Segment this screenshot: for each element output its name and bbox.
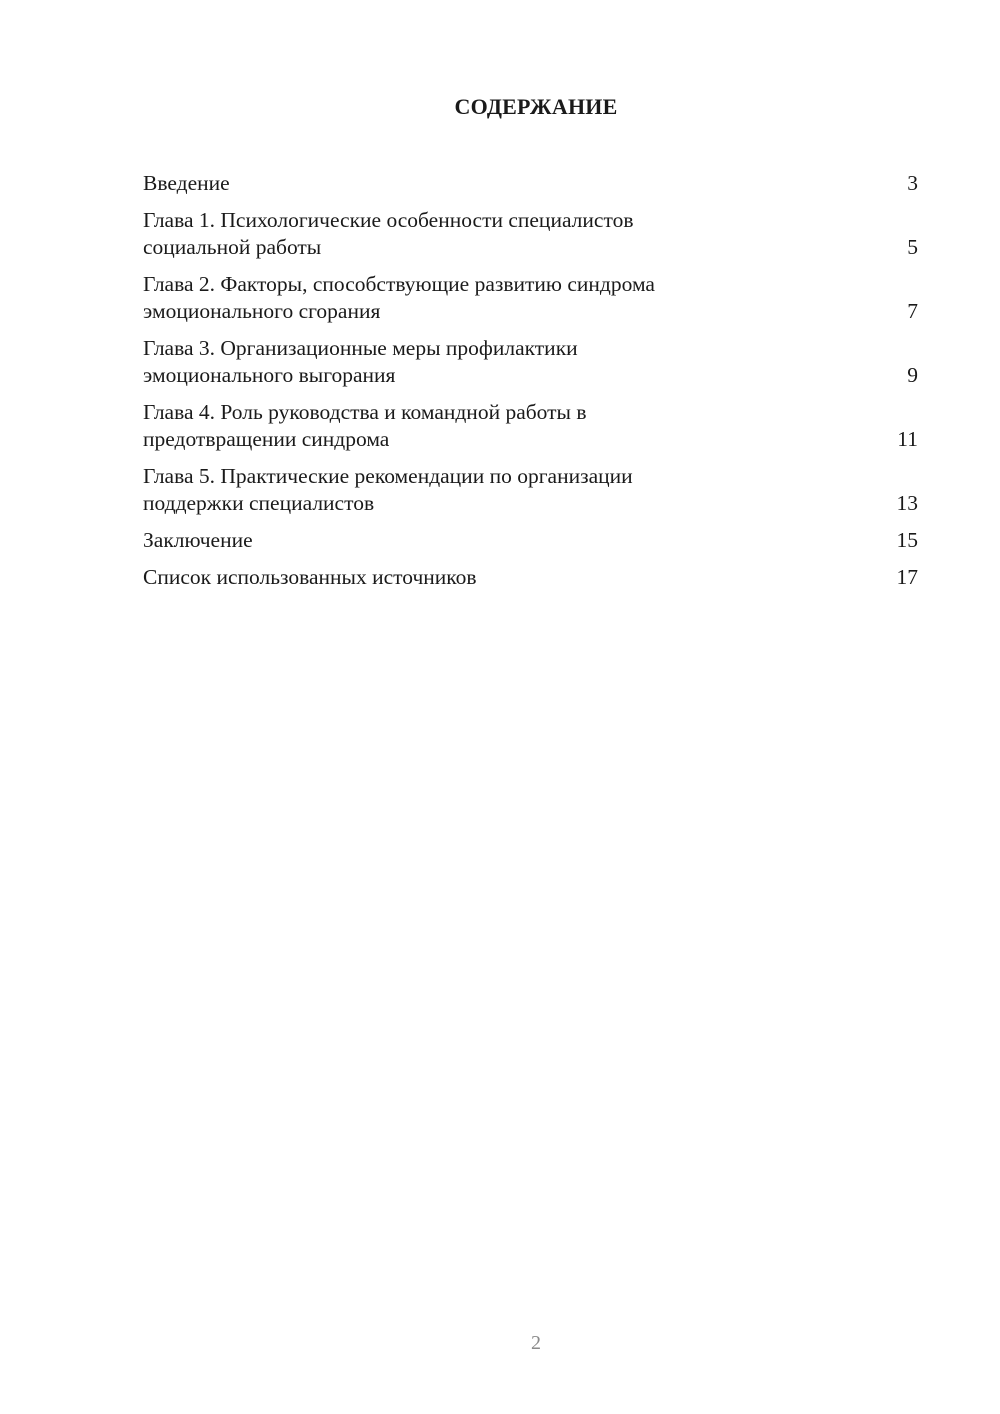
toc-entry-references <box>143 564 918 591</box>
toc-entry-page: 3 <box>907 171 918 195</box>
toc-entry-chapter-4 <box>143 399 918 453</box>
toc-entry-page: 5 <box>907 235 918 259</box>
toc-title: СОДЕРЖАНИЕ <box>454 94 618 119</box>
toc-entry-conclusion <box>143 527 918 554</box>
toc-entry-page: 17 <box>896 565 918 589</box>
toc-entry-introduction <box>143 170 918 197</box>
toc-entry-chapter-1 <box>143 207 918 261</box>
toc-entry-page: 11 <box>897 427 918 451</box>
toc-entry-chapter-5 <box>143 463 918 517</box>
toc-entry-page: 7 <box>907 299 918 323</box>
page-number: 2 <box>531 1332 541 1354</box>
toc-entry-label: Глава 4. Роль руководства и командной работы в предотвращении синдрома <box>143 400 587 451</box>
toc-entry-page: 13 <box>896 491 918 515</box>
toc-entry-label: Заключение <box>143 528 253 552</box>
toc-entry-chapter-3 <box>143 335 918 389</box>
toc-entry-label: Глава 3. Организационные меры профилактики эмоционального выгорания <box>143 336 578 387</box>
toc-entry-page: 9 <box>907 363 918 387</box>
toc-entry-label: Глава 1. Психологические особенности специалистов социальной работы <box>143 208 634 259</box>
toc-entry-chapter-2 <box>143 271 918 325</box>
toc-entry-label: Введение <box>143 171 230 195</box>
toc-entry-label: Список использованных источников <box>143 565 477 589</box>
toc-entry-page: 15 <box>896 528 918 552</box>
toc-entry-label: Глава 5. Практические рекомендации по организации поддержки специалистов <box>143 464 633 515</box>
table-of-contents <box>143 170 918 601</box>
toc-entry-label: Глава 2. Факторы, способствующие развитию синдрома эмоционального сгорания <box>143 272 655 323</box>
